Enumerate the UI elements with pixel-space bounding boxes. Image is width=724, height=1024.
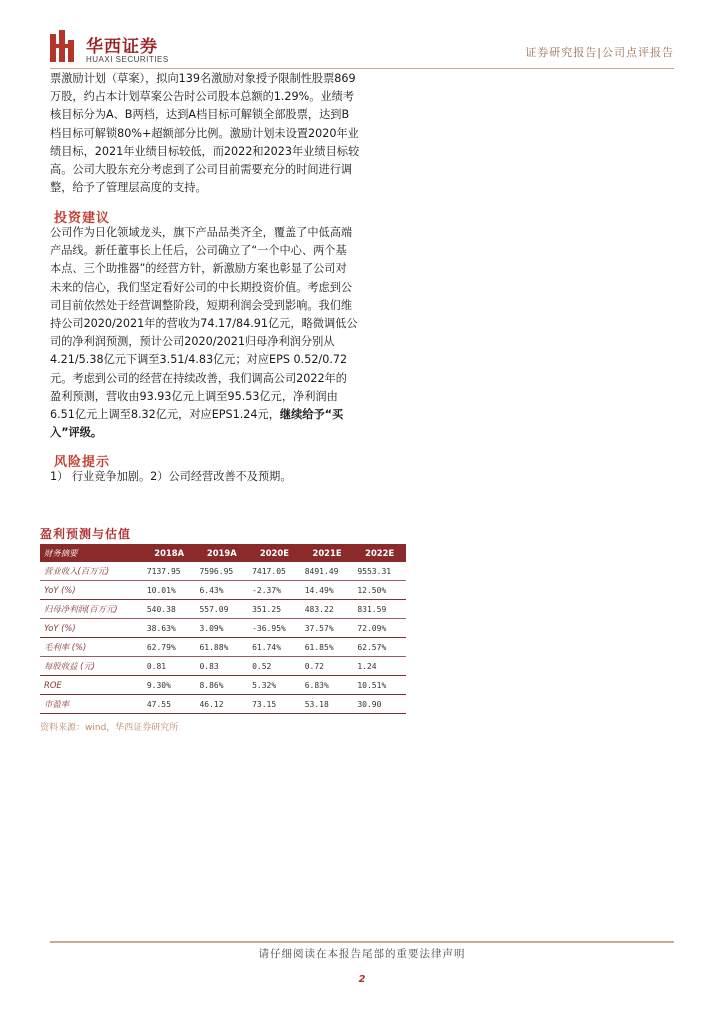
table-cell: 7596.95	[199, 566, 234, 576]
table-header-cell: 2020E	[259, 548, 289, 558]
invest-section-title: 投资建议	[54, 211, 111, 226]
table-cell: 557.09	[199, 604, 229, 614]
intro-line: 档目标可解锁80%+超额部分比例。激励计划未设置2020年业	[50, 126, 359, 140]
invest-line: 持公司2020/2021年的营收为74.17/84.91亿元，略微调低公	[50, 317, 358, 331]
invest-line: 司的净利润预测，预计公司2020/2021归母净利润分别从	[50, 335, 335, 349]
row-label: YoY (%)	[44, 623, 76, 633]
huaxi-logo-icon	[50, 30, 74, 62]
table-row	[40, 676, 406, 695]
table-cell: 831.59	[357, 604, 387, 614]
table-header-cell: 财务摘要	[44, 548, 78, 558]
intro-line: 核目标分为A、B两档，达到A档目标可解锁全部股票，达到B	[50, 108, 350, 122]
row-label: 营业收入(百万元)	[44, 566, 110, 576]
invest-line: 4.21/5.38亿元下调至3.51/4.83亿元；对应EPS 0.52/0.72	[50, 353, 348, 367]
invest-line	[50, 406, 395, 424]
table-cell: -36.95%	[252, 623, 286, 633]
table-cell: 483.22	[304, 604, 334, 614]
table-cell: 5.32%	[252, 680, 277, 690]
table-cell: 47.55	[146, 699, 171, 709]
table-cell: 3.09%	[199, 623, 224, 633]
table-cell: 6.83%	[304, 680, 329, 690]
intro-line: 票激励计划（草案），拟向139名激励对象授予限制性股票869	[50, 72, 356, 85]
table-cell: 10.51%	[357, 680, 387, 690]
invest-paragraph	[50, 224, 395, 442]
report-type-label: 证券研究报告|公司点评报告	[525, 46, 674, 59]
table-row	[40, 638, 406, 657]
table-cell: 53.18	[304, 699, 329, 709]
table-row	[40, 657, 406, 676]
table-cell: 62.79%	[146, 642, 176, 652]
table-row	[40, 581, 406, 600]
invest-line: 产品线。新任董事长上任后，公司确立了“一个中心、两个基	[50, 244, 347, 258]
table-cell: 38.63%	[146, 623, 176, 633]
table-cell: 8491.49	[304, 566, 339, 576]
table-cell: -2.37%	[252, 585, 282, 595]
table-header-cell: 2019A	[206, 548, 237, 558]
page-number: 2	[358, 974, 366, 985]
table-cell: 61.88%	[199, 642, 229, 652]
table-cell: 9553.31	[357, 566, 392, 576]
table-row	[40, 562, 406, 581]
row-label: 毛利率 (%)	[44, 642, 87, 652]
risk-section-title: 风险提示	[54, 455, 111, 470]
invest-line: 元。考虑到公司的经营在持续改善，我们调高公司2022年的	[50, 371, 347, 385]
table-cell: 1.24	[357, 661, 377, 671]
header-divider	[50, 68, 674, 69]
invest-line: 盈利预测，营收由93.93亿元上调至95.53亿元，净利润由	[50, 389, 338, 403]
table-row	[40, 619, 406, 638]
data-source-note: 资料来源：wind，华西证券研究所	[40, 723, 179, 733]
table-cell: 14.49%	[304, 585, 334, 595]
invest-line: 未来的信心，我们坚定看好公司的中长期投资价值。考虑到公	[50, 280, 353, 294]
table-row	[40, 600, 406, 619]
table-cell: 37.57%	[304, 623, 334, 633]
legal-disclaimer-text: 请仔细阅读在本报告尾部的重要法律声明	[258, 948, 466, 960]
table-cell: 10.01%	[146, 585, 176, 595]
intro-paragraph	[50, 70, 395, 197]
footer-divider	[50, 941, 674, 943]
logo-text: 华西证券	[86, 37, 158, 57]
table-header-row	[40, 544, 406, 562]
intro-line: 绩目标，2021年业绩目标较低，而2022和2023年业绩目标较	[50, 144, 360, 158]
row-label: 归母净利润(百万元)	[44, 604, 118, 614]
table-cell: 0.52	[252, 661, 272, 671]
invest-line: 公司作为日化领域龙头，旗下产品品类齐全，覆盖了中低高端	[50, 226, 353, 239]
page-header	[50, 30, 674, 68]
table-cell: 12.50%	[357, 585, 387, 595]
table-cell: 7417.05	[252, 566, 286, 576]
table-cell: 73.15	[252, 699, 277, 709]
table-cell: 0.83	[199, 661, 219, 671]
table-cell: 62.57%	[357, 642, 387, 652]
table-cell: 0.81	[146, 661, 167, 671]
intro-line: 万股，约占本计划草案公告时公司股本总额的1.29%。业绩考	[50, 90, 355, 104]
table-cell: 8.86%	[199, 680, 224, 690]
row-label: 市盈率	[44, 699, 70, 709]
table-cell: 0.72	[304, 661, 324, 671]
rating-text: 继续给予“买	[279, 408, 344, 422]
table-cell: 7137.95	[146, 566, 181, 576]
table-cell: 30.90	[357, 699, 382, 709]
table-cell: 351.25	[252, 604, 282, 614]
row-label: ROE	[44, 680, 62, 690]
row-label: YoY (%)	[44, 585, 76, 595]
risk-text: 1） 行业竞争加剧。2）公司经营改善不及预期。	[50, 470, 292, 483]
table-row	[40, 695, 406, 714]
intro-line: 高。公司大股东充分考虑到了公司目前需要充分的时间进行调	[50, 163, 353, 177]
invest-line-text: 6.51亿元上调至8.32亿元，对应EPS1.24元，	[50, 408, 280, 422]
table-cell: 6.43%	[199, 585, 224, 595]
table-cell: 9.30%	[146, 680, 171, 690]
table-cell: 72.09%	[357, 623, 387, 633]
table-cell: 61.74%	[252, 642, 282, 652]
table-header-cell: 2022E	[365, 548, 395, 558]
logo-english-text: HUAXI SECURITIES	[86, 55, 169, 64]
table-cell: 540.38	[146, 604, 176, 614]
invest-line: 本点、三个助推器”的经营方针，新激励方案也彰显了公司对	[50, 262, 347, 276]
invest-line: 司目前依然处于经营调整阶段，短期利润会受到影响。我们维	[50, 298, 353, 312]
intro-line: 整，给予了管理层高度的支持。	[50, 181, 207, 195]
table-cell: 61.85%	[304, 642, 334, 652]
rating-text-end: 入”评级。	[50, 426, 103, 440]
row-label: 每股收益 (元)	[44, 661, 96, 671]
financial-forecast-table	[40, 544, 406, 714]
table-title: 盈利预测与估值	[40, 527, 132, 541]
table-cell: 46.12	[199, 699, 224, 709]
table-header-cell: 2021E	[312, 548, 342, 558]
table-header-cell: 2018A	[154, 548, 185, 558]
